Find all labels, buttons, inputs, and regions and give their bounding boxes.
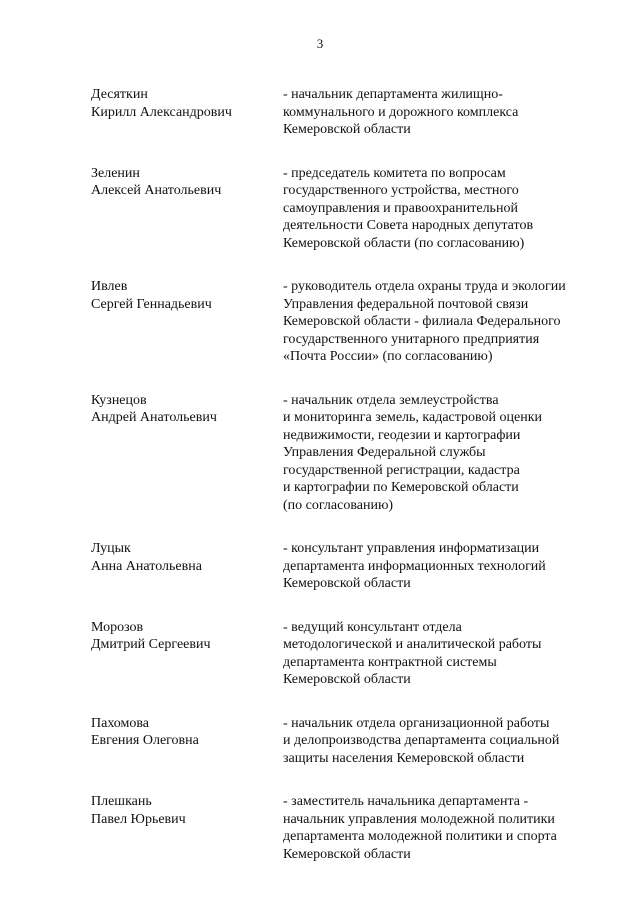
position-line: Управления Федеральной службы — [283, 445, 486, 460]
member-name — [91, 540, 283, 575]
member-given-names: Андрей Анатольевич — [91, 410, 217, 425]
position-line: - начальник отдела землеустройства — [283, 392, 499, 408]
position-line: Управления федеральной почтовой связи — [283, 296, 529, 312]
position-line: и делопроизводства департамента социальной — [283, 733, 560, 748]
position-line: и картографии по Кемеровской области — [283, 480, 519, 495]
position-line: Кемеровской области — [283, 122, 411, 137]
member-position — [283, 165, 611, 253]
member-surname: Плешкань — [91, 794, 152, 809]
position-line: - ведущий консультант отдела — [283, 619, 462, 635]
member-given-names: Павел Юрьевич — [91, 811, 186, 827]
member-surname: Луцык — [91, 541, 131, 556]
member-given-names: Дмитрий Сергеевич — [91, 637, 211, 652]
position-line: начальник управления молодежной политики — [283, 811, 555, 827]
position-line: - председатель комитета по вопросам — [283, 165, 506, 181]
member-name — [91, 793, 283, 828]
member-position — [283, 619, 611, 689]
position-line: (по согласованию) — [283, 497, 394, 513]
member-given-names: Анна Анатольевна — [91, 558, 202, 574]
position-line: защиты населения Кемеровской области — [283, 750, 525, 766]
position-line: и мониторинга земель, кадастровой оценки — [283, 410, 543, 425]
position-line: деятельности Совета народных депутатов — [283, 218, 534, 233]
member-name — [91, 619, 283, 654]
position-line: Кемеровской области - филиала Федерального — [283, 314, 561, 329]
position-line: Кемеровской области — [283, 576, 411, 591]
member-entry — [91, 619, 611, 689]
member-name — [91, 392, 283, 427]
member-entry — [91, 540, 611, 593]
position-line: Кемеровской области — [283, 846, 411, 862]
member-entry — [91, 392, 611, 515]
member-surname: Зеленин — [91, 165, 140, 181]
member-entry — [91, 86, 611, 139]
position-line: - консультант управления информатизации — [283, 541, 540, 556]
position-line: коммунального и дорожного комплекса — [283, 104, 519, 120]
position-line: Кемеровской области — [283, 672, 411, 687]
position-line: - начальник отдела организационной работы — [283, 715, 550, 731]
page-number: 3 — [316, 36, 324, 51]
position-line: недвижимости, геодезии и картографии — [283, 427, 521, 443]
position-line: государственной регистрации, кадастра — [283, 462, 520, 478]
member-given-names: Кирилл Александрович — [91, 104, 232, 120]
member-position — [283, 793, 611, 863]
member-position — [283, 540, 611, 593]
position-line: государственного унитарного предприятия — [283, 331, 540, 347]
position-line: департамента молодежной политики и спорта — [283, 829, 557, 844]
position-line: методологической и аналитической работы — [283, 637, 542, 652]
position-line: департамента контрактной системы — [283, 654, 497, 670]
member-surname: Ивлев — [91, 279, 128, 294]
member-position — [283, 278, 611, 366]
member-given-names: Евгения Олеговна — [91, 733, 199, 748]
member-surname: Десяткин — [91, 87, 148, 102]
member-given-names: Сергей Геннадьевич — [91, 296, 212, 312]
member-name — [91, 86, 283, 121]
member-given-names: Алексей Анатольевич — [91, 183, 222, 198]
position-line: государственного устройства, местного — [283, 183, 519, 198]
member-entry — [91, 278, 611, 366]
position-line: - начальник департамента жилищно- — [283, 87, 503, 102]
member-surname: Кузнецов — [91, 392, 147, 408]
member-position — [283, 392, 611, 515]
member-entry — [91, 715, 611, 768]
position-line: департамента информационных технологий — [283, 558, 546, 574]
member-entry — [91, 793, 611, 863]
member-name — [91, 278, 283, 313]
member-surname: Морозов — [91, 619, 144, 635]
member-entry — [91, 165, 611, 253]
member-list — [91, 86, 611, 863]
member-name — [91, 715, 283, 750]
position-line: Кемеровской области (по согласованию) — [283, 235, 525, 251]
position-line: - руководитель отдела охраны труда и экологии — [283, 279, 566, 294]
position-line: «Почта России» (по согласованию) — [283, 349, 493, 364]
member-surname: Пахомова — [91, 715, 150, 731]
position-line: самоуправления и правоохранительной — [283, 200, 518, 216]
position-line: - заместитель начальника департамента - — [283, 794, 529, 809]
member-position — [283, 86, 611, 139]
member-position — [283, 715, 611, 768]
member-name — [91, 165, 283, 200]
